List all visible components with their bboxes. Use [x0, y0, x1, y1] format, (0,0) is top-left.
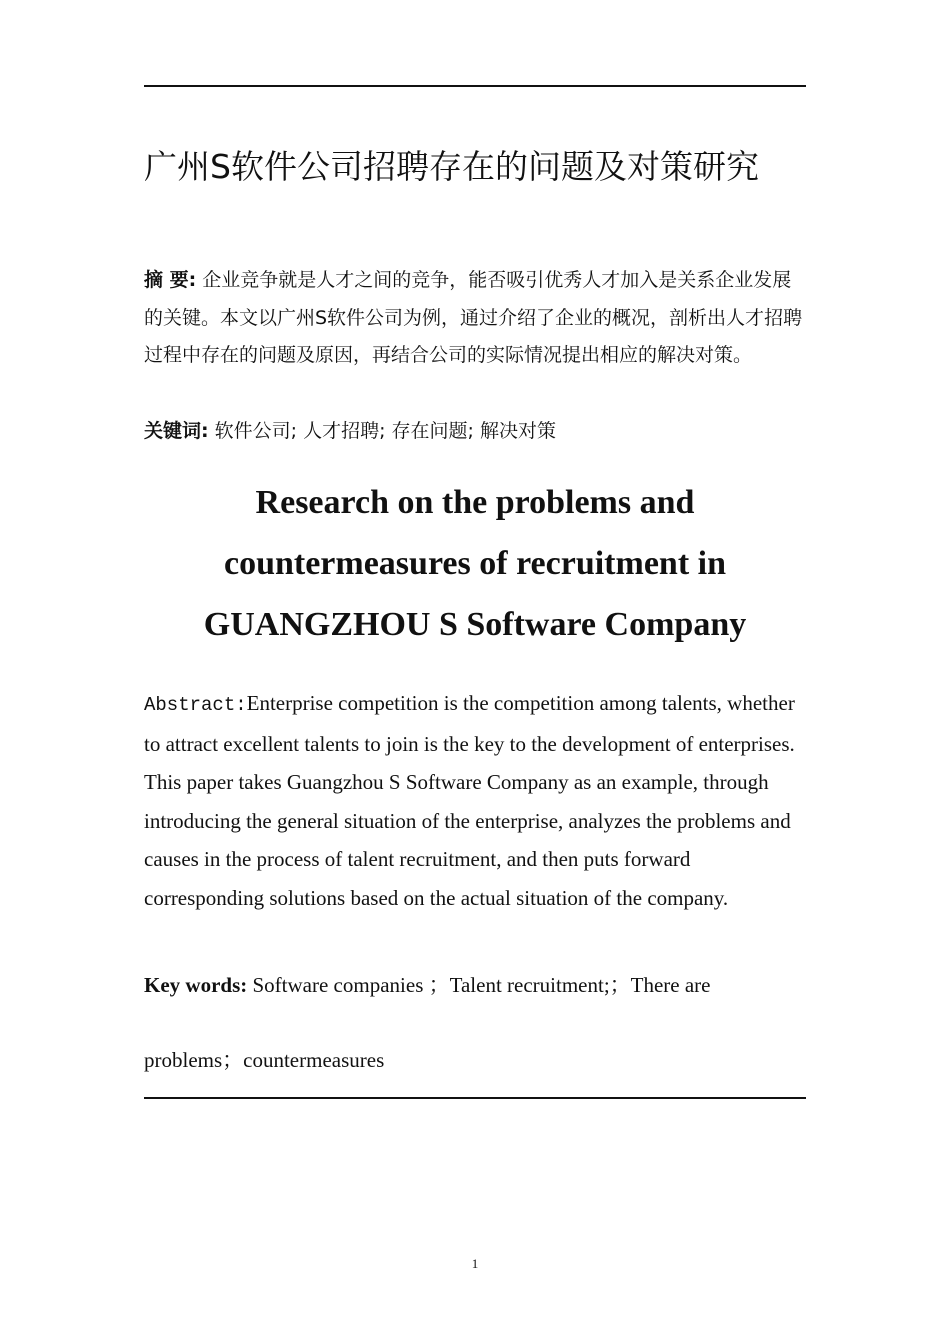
english-keywords: [144, 966, 808, 1079]
chinese-abstract-label: 摘 要:: [144, 269, 197, 291]
english-title-line-3: GUANGZHOU S Software Company: [203, 606, 747, 643]
chinese-abstract-text: 企业竞争就是人才之间的竞争，能否吸引优秀人才加入是关系企业发展的关键。本文以广州S软件公司为例，通过介绍了企业的概况，剖析出人才招聘过程中存在的问题及原因，再结合公司的实际情况提出相应的解决对策。: [144, 269, 803, 366]
chinese-keywords-text: 软件公司; 人才招聘; 存在问题; 解决对策: [214, 420, 556, 442]
bottom-rule: [144, 1097, 806, 1099]
chinese-keywords: [144, 413, 808, 450]
page-number: 1: [471, 1256, 479, 1271]
english-title-line-2: countermeasures of recruitment in: [223, 545, 726, 582]
english-keywords-line-1: Software companies ；Talent recruitment;；There are: [247, 973, 711, 997]
english-abstract: [144, 684, 808, 917]
english-title-line-1: Research on the problems and: [255, 484, 695, 521]
english-title: [144, 472, 806, 655]
chinese-keywords-label: 关键词:: [144, 420, 209, 442]
english-keywords-label: Key words:: [144, 973, 248, 997]
top-rule: [144, 85, 806, 87]
english-abstract-label: Abstract:: [144, 694, 247, 716]
english-keywords-line-2: problems；countermeasures: [144, 1048, 385, 1072]
chinese-title: 广州S软件公司招聘存在的问题及对策研究: [144, 147, 759, 186]
chinese-abstract: [144, 262, 808, 375]
english-abstract-text: Enterprise competition is the competition among talents, whether to attract excellent talents to join is the key to the development of enterprises. This paper takes Guangzhou S Software Company as an example, through introducing the general situation of the enterprise, analyzes the problems and causes in the process of talent recruitment, and then puts forward corresponding solutions based on the actual situation of the company.: [144, 691, 795, 910]
